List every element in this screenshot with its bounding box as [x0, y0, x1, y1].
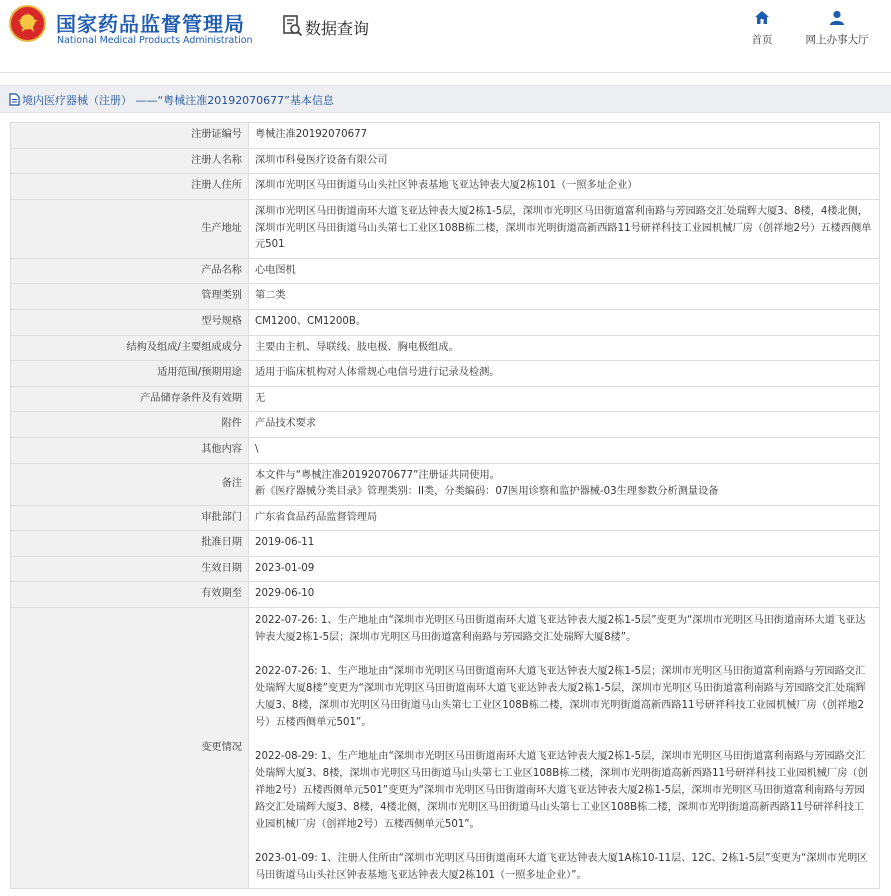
table-row — [11, 123, 880, 149]
field-value: \ — [249, 437, 880, 463]
field-value: 深圳市科曼医疗设备有限公司 — [249, 148, 880, 174]
field-value: 适用于临床机构对人体常规心电信号进行记录及检测。 — [249, 361, 880, 387]
table-row — [11, 463, 880, 505]
change-entry: 2023-01-09: 1、注册人住所由“深圳市光明区马田街道南环大道飞亚达钟表大厦1A栋10-11层、12C、2栋1-5层”变更为“深圳市光明区马田街道马山头社区钟表基地飞亚达钟表大厦2栋101（一照多址企业）”。 — [255, 852, 868, 881]
field-label: 附件 — [11, 412, 249, 438]
table-row — [11, 199, 880, 258]
table-row — [11, 174, 880, 200]
table-row — [11, 412, 880, 438]
star-icon — [17, 12, 39, 34]
field-value: 心电图机 — [249, 258, 880, 284]
table-row — [11, 437, 880, 463]
field-label: 批准日期 — [11, 531, 249, 557]
field-label: 型号规格 — [11, 309, 249, 335]
field-value: 深圳市光明区马田街道南环大道飞亚达钟表大厦2栋1-5层，深圳市光明区马田街道富利南路与芳园路交汇处瑞辉大厦3、8楼，4楼北侧，深圳市光明区马田街道马山头第七工业区108B栋二楼，深圳市光明街道高新西路11号研祥科技工业园机械厂房（创祥地2号）五楼西侧单元501 — [249, 199, 880, 258]
site-header — [0, 0, 891, 64]
change-entry: 2022-07-26: 1、生产地址由“深圳市光明区马田街道南环大道飞亚达钟表大厦2栋1-5层；深圳市光明区马田街道富利南路与芳园路交汇处瑞辉大厦8楼”变更为“深圳市光明区马田街道南环大道飞亚达钟表大厦2栋1-5层，深圳市光明区马田街道富利南路与芳园路交汇处瑞辉大厦3、8楼，深圳市光明区马田街道马山头第七工业区108B栋二楼，深圳市光明街道高新西路11号研祥科技工业园机械厂房（创祥地2号）五楼西侧单元501”。 — [255, 665, 866, 728]
nav-home[interactable] — [742, 10, 782, 47]
table-row — [11, 582, 880, 608]
brand-name-cn[interactable]: 国家药品监督管理局 — [56, 12, 245, 36]
home-icon — [754, 10, 770, 25]
field-label: 有效期至 — [11, 582, 249, 608]
nav-online-hall-label: 网上办事大厅 — [805, 34, 869, 46]
table-row — [11, 531, 880, 557]
table-row — [11, 556, 880, 582]
remark-line: 本文件与“粤械注准20192070677”注册证共同使用。 — [255, 469, 500, 481]
field-label: 结构及组成/主要组成成分 — [11, 335, 249, 361]
field-value: 粤械注准20192070677 — [249, 123, 880, 149]
breadcrumb-text: 境内医疗器械（注册） ——“粤械注准20192070677”基本信息 — [22, 94, 334, 107]
table-row — [11, 505, 880, 531]
field-label: 注册人住所 — [11, 174, 249, 200]
field-value — [249, 463, 880, 505]
registration-info-table — [10, 122, 880, 889]
field-value: 主要由主机、导联线、肢电极、胸电极组成。 — [249, 335, 880, 361]
field-label: 生产地址 — [11, 199, 249, 258]
field-value: 广东省食品药品监督管理局 — [249, 505, 880, 531]
change-entry: 2022-08-29: 1、生产地址由“深圳市光明区马田街道南环大道飞亚达钟表大厦2栋1-5层，深圳市光明区马田街道富利南路与芳园路交汇处瑞辉大厦3、8楼，深圳市光明区马田街道马山头第七工业区108B栋二楼，深圳市光明街道高新西路11号研祥科技工业园机械厂房（创祥地2号）五楼西侧单元501”变更为“深圳市光明区马田街道南环大道飞亚达钟表大厦2栋1-5层，深圳市光明区马田街道富利南路与芳园路交汇处瑞辉大厦3、8楼，4楼北侧，深圳市光明区马田街道马山头第七工业区108B栋二楼，深圳市光明街道高新西路11号研祥科技工业园机械厂房（创祥地2号）五楼西侧单元501”。 — [255, 750, 868, 830]
nav-home-label: 首页 — [751, 34, 773, 46]
remark-line: 新《医疗器械分类目录》管理类别：II类，分类编码：07医用诊察和监护器械-03生理参数分析测量设备 — [255, 486, 719, 498]
table-row — [11, 607, 880, 888]
field-label: 生效日期 — [11, 556, 249, 582]
table-row — [11, 148, 880, 174]
field-label: 适用范围/预期用途 — [11, 361, 249, 387]
change-entry: 2022-07-26: 1、生产地址由“深圳市光明区马田街道南环大道飞亚达钟表大厦2栋1-5层”变更为“深圳市光明区马田街道南环大道飞亚达钟表大厦2栋1-5层；深圳市光明区马田街道富利南路与芳园路交汇处瑞辉大厦8楼”。 — [255, 614, 866, 643]
change-history — [249, 607, 880, 888]
field-label: 注册证编号 — [11, 123, 249, 149]
field-label: 注册人名称 — [11, 148, 249, 174]
field-value: 2029-06-10 — [249, 582, 880, 608]
data-search-icon — [283, 15, 303, 37]
field-label: 审批部门 — [11, 505, 249, 531]
header-divider — [0, 72, 891, 73]
field-label: 产品储存条件及有效期 — [11, 386, 249, 412]
field-value: 深圳市光明区马田街道马山头社区钟表基地飞亚达钟表大厦2栋101（一照多址企业） — [249, 174, 880, 200]
field-value: 2019-06-11 — [249, 531, 880, 557]
table-row — [11, 284, 880, 310]
field-value: 无 — [249, 386, 880, 412]
field-value: 第二类 — [249, 284, 880, 310]
field-label: 产品名称 — [11, 258, 249, 284]
table-row — [11, 335, 880, 361]
data-search-title: 数据查询 — [305, 19, 370, 38]
brand-name-en: National Medical Products Administration — [57, 35, 253, 46]
field-label: 备注 — [11, 463, 249, 505]
breadcrumb — [0, 85, 891, 113]
table-row — [11, 386, 880, 412]
table-row — [11, 309, 880, 335]
field-label: 管理类别 — [11, 284, 249, 310]
document-icon — [9, 93, 20, 106]
table-row — [11, 258, 880, 284]
user-icon — [829, 10, 845, 25]
table-row — [11, 361, 880, 387]
field-value: 产品技术要求 — [249, 412, 880, 438]
emblem-logo[interactable] — [9, 5, 46, 42]
nav-online-hall[interactable] — [800, 10, 874, 47]
field-label: 变更情况 — [11, 607, 249, 888]
field-value: 2023-01-09 — [249, 556, 880, 582]
field-value: CM1200、CM1200B。 — [249, 309, 880, 335]
field-label: 其他内容 — [11, 437, 249, 463]
